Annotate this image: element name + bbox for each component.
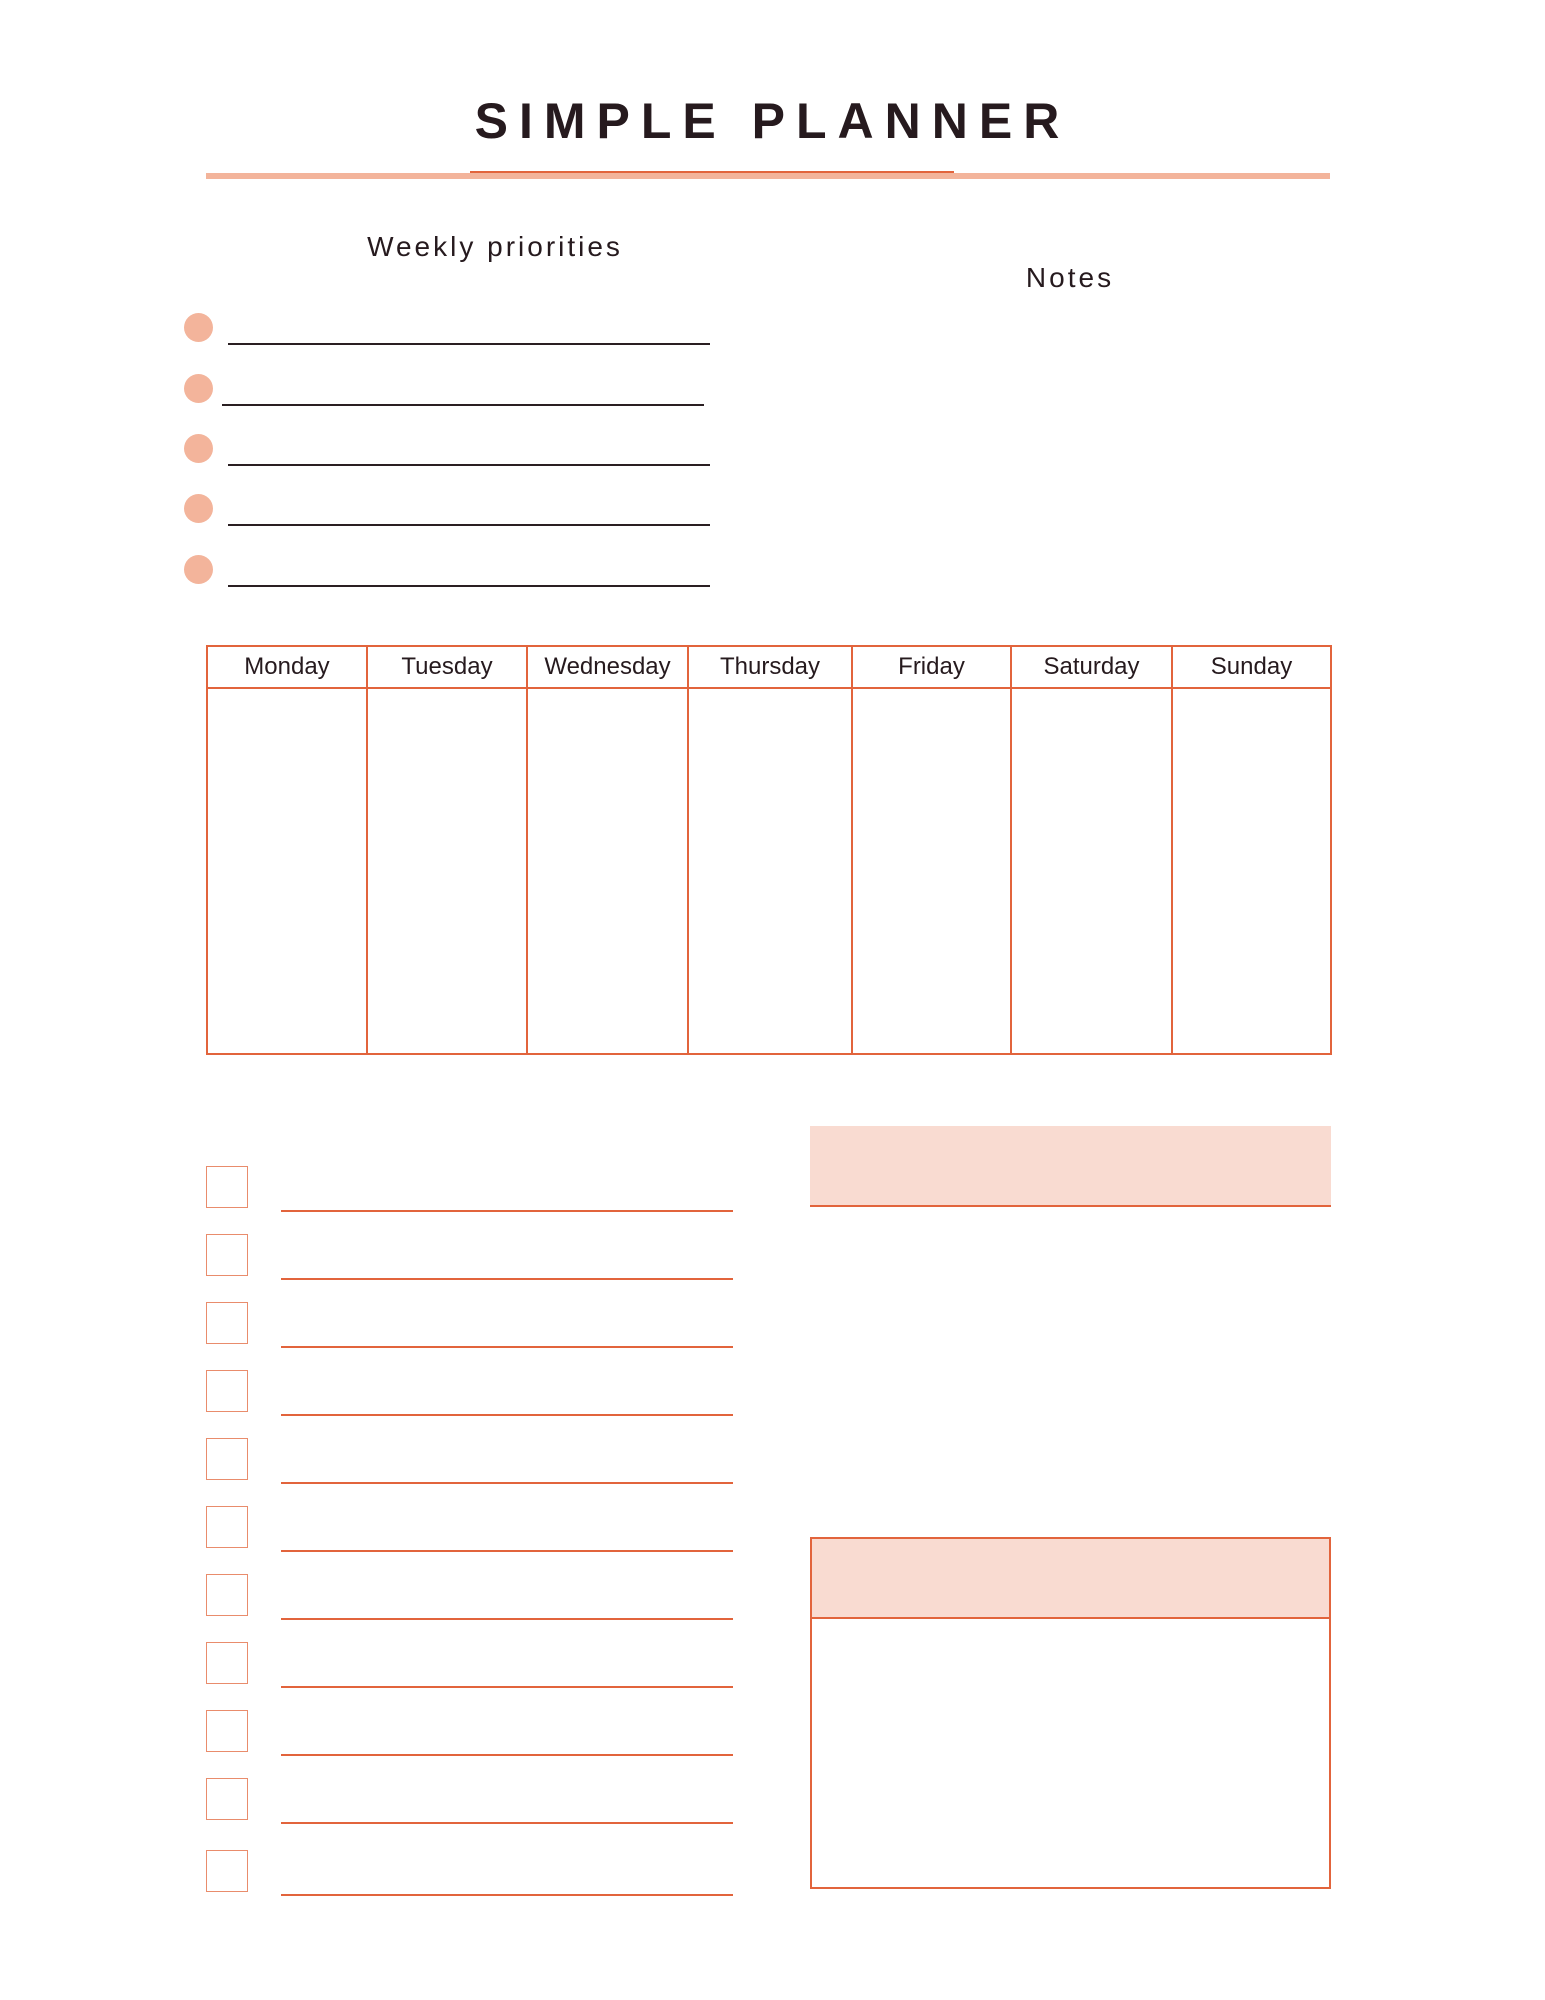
day-header: Wednesday (528, 647, 687, 689)
title-underline (470, 171, 954, 173)
notes-box[interactable] (810, 1537, 1331, 1889)
day-cell[interactable] (208, 689, 366, 1053)
checkbox[interactable] (206, 1234, 248, 1276)
priority-line (228, 343, 710, 345)
priority-item[interactable] (184, 555, 714, 595)
task-item (206, 1642, 734, 1688)
day-header: Sunday (1173, 647, 1330, 689)
priority-line (228, 464, 710, 466)
title-divider (206, 173, 1330, 179)
notes-box-header[interactable] (812, 1539, 1329, 1619)
priority-item[interactable] (184, 434, 714, 474)
priority-line (222, 404, 704, 406)
page-title: SIMPLE PLANNER (474, 93, 1071, 149)
bullet-icon (184, 434, 213, 463)
task-line[interactable] (281, 1894, 733, 1896)
day-cell[interactable] (528, 689, 687, 1053)
checkbox[interactable] (206, 1506, 248, 1548)
weekly-grid (206, 645, 1332, 1055)
task-line[interactable] (281, 1482, 733, 1484)
priority-item[interactable] (184, 374, 714, 414)
checkbox[interactable] (206, 1438, 248, 1480)
task-line[interactable] (281, 1414, 733, 1416)
task-item (206, 1506, 734, 1552)
checkbox[interactable] (206, 1778, 248, 1820)
task-item (206, 1302, 734, 1348)
task-line[interactable] (281, 1278, 733, 1280)
checkbox[interactable] (206, 1850, 248, 1892)
weekly-priorities-heading: Weekly priorities (367, 231, 623, 262)
day-column-saturday (1012, 647, 1173, 1053)
task-line[interactable] (281, 1686, 733, 1688)
task-line[interactable] (281, 1618, 733, 1620)
task-item (206, 1166, 734, 1212)
day-column-tuesday (368, 647, 528, 1053)
day-header: Friday (853, 647, 1010, 689)
task-item (206, 1574, 734, 1620)
priority-line (228, 585, 710, 587)
notes-heading: Notes (1025, 262, 1115, 293)
task-line[interactable] (281, 1822, 733, 1824)
notes-panel-header[interactable] (810, 1126, 1331, 1206)
bullet-icon (184, 374, 213, 403)
checkbox[interactable] (206, 1574, 248, 1616)
task-item (206, 1438, 734, 1484)
task-item (206, 1370, 734, 1416)
task-line[interactable] (281, 1754, 733, 1756)
task-line[interactable] (281, 1346, 733, 1348)
bullet-icon (184, 313, 213, 342)
day-cell[interactable] (368, 689, 526, 1053)
day-cell[interactable] (689, 689, 851, 1053)
checkbox[interactable] (206, 1302, 248, 1344)
task-item (206, 1778, 734, 1824)
day-cell[interactable] (1173, 689, 1330, 1053)
day-column-sunday (1173, 647, 1330, 1053)
priority-item[interactable] (184, 313, 714, 353)
task-item (206, 1710, 734, 1756)
checkbox[interactable] (206, 1642, 248, 1684)
priority-item[interactable] (184, 494, 714, 534)
task-item (206, 1850, 734, 1896)
day-header: Saturday (1012, 647, 1171, 689)
day-header: Tuesday (368, 647, 526, 689)
day-header: Monday (208, 647, 366, 689)
task-line[interactable] (281, 1210, 733, 1212)
bullet-icon (184, 555, 213, 584)
priority-line (228, 524, 710, 526)
day-column-wednesday (528, 647, 689, 1053)
day-column-friday (853, 647, 1012, 1053)
day-cell[interactable] (853, 689, 1010, 1053)
day-column-monday (208, 647, 368, 1053)
day-column-thursday (689, 647, 853, 1053)
checkbox[interactable] (206, 1710, 248, 1752)
task-line[interactable] (281, 1550, 733, 1552)
bullet-icon (184, 494, 213, 523)
checkbox[interactable] (206, 1370, 248, 1412)
notes-panel-rule (810, 1205, 1331, 1207)
checkbox[interactable] (206, 1166, 248, 1208)
task-item (206, 1234, 734, 1280)
day-header: Thursday (689, 647, 851, 689)
day-cell[interactable] (1012, 689, 1171, 1053)
